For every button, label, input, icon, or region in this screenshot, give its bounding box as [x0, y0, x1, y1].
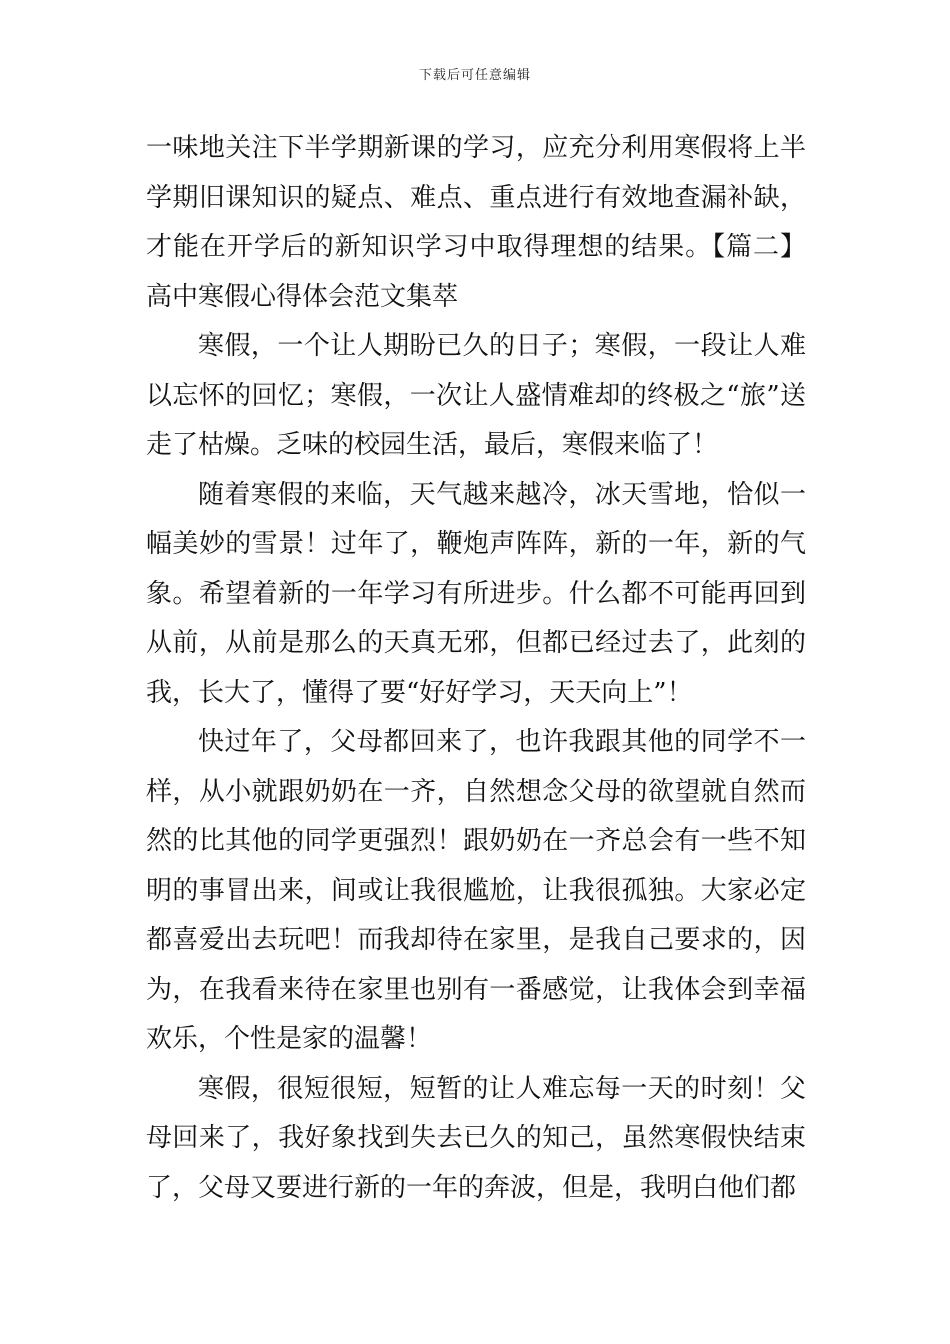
document-body	[146, 124, 806, 1213]
paragraph-1: 一味地关注下半学期新课的学习，应充分利用寒假将上半学期旧课知识的疑点、难点、重点进行有效地查漏补缺，才能在开学后的新知识学习中取得理想的结果。【篇二】高中寒假心得体会范文集萃	[146, 133, 806, 312]
paragraph-5: 寒假，很短很短，短暂的让人难忘每一天的时刻！父母回来了，我好象找到失去已久的知己，虽然寒假快结束了，父母又要进行新的一年的奔波，但是，我明白他们都	[146, 1073, 806, 1203]
paragraph-2: 寒假，一个让人期盼已久的日子；寒假，一段让人难以忘怀的回忆；寒假，一次让人盛情难却的终极之“旅”送走了枯燥。乏味的校园生活，最后，寒假来临了！	[146, 331, 806, 460]
paragraph-4: 快过年了，父母都回来了，也许我跟其他的同学不一样，从小就跟奶奶在一齐，自然想念父母的欲望就自然而然的比其他的同学更强烈！跟奶奶在一齐总会有一些不知明的事冒出来，间或让我很尴尬，让我很孤独。大家必定都喜爱出去玩吧！而我却待在家里，是我自己要求的，因为，在我看来待在家里也别有一番感觉，让我体会到幸福欢乐，个性是家的温馨！	[146, 727, 806, 1054]
paragraph-3: 随着寒假的来临，天气越来越冷，冰天雪地，恰似一幅美妙的雪景！过年了，鞭炮声阵阵，新的一年，新的气象。希望着新的一年学习有所进步。什么都不可能再回到从前，从前是那么的天真无邪，但都已经过去了，此刻的我，长大了，懂得了要“好好学习，天天向上”！	[146, 479, 806, 708]
page-header: 下载后可任意编辑	[418, 68, 531, 83]
